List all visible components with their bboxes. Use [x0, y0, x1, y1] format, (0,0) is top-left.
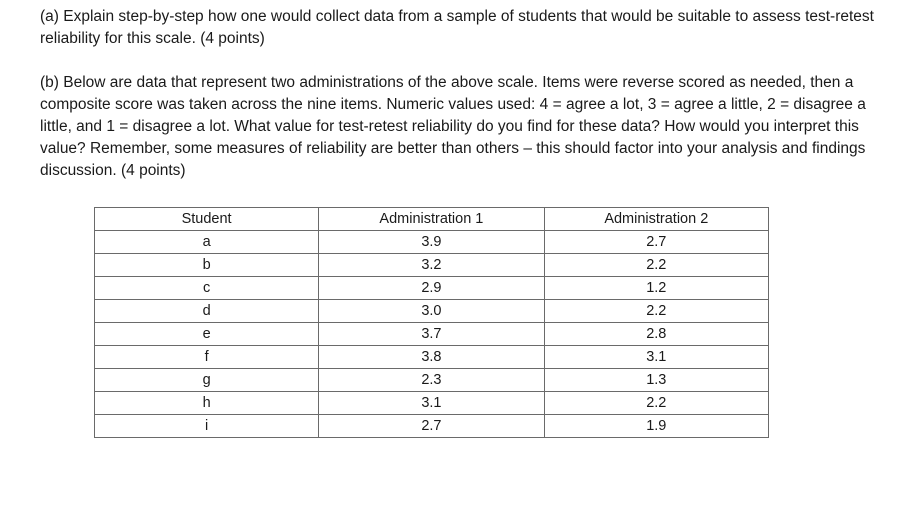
administration-2-cell: 2.7 — [544, 231, 768, 254]
administration-2-cell: 2.2 — [544, 300, 768, 323]
table-row — [95, 392, 769, 415]
student-cell: d — [95, 300, 319, 323]
administration-1-cell: 3.2 — [319, 254, 544, 277]
table-row — [95, 369, 769, 392]
administration-1-cell: 3.9 — [319, 231, 544, 254]
table-row — [95, 323, 769, 346]
student-cell: a — [95, 231, 319, 254]
administration-1-cell: 2.7 — [319, 415, 544, 438]
question-part-b: (b) Below are data that represent two administrations of the above scale. Items were reverse scored as needed, then a composite score was taken across the nine items. Numeric values used: 4 = agree a lot, 3 = agree a little, 2 = disagree a little, and 1 = disagree a lot. What value for test-retest reliability do you find for these data? How would you interpret this value? Remember, some measures of reliability are better than others – this should factor into your analysis and findings discussion. (4 points) — [40, 74, 866, 179]
administration-2-cell: 2.2 — [544, 392, 768, 415]
table-header-row — [95, 208, 769, 231]
student-cell: b — [95, 254, 319, 277]
administration-1-cell: 3.1 — [319, 392, 544, 415]
student-cell: h — [95, 392, 319, 415]
column-header-administration-2: Administration 2 — [544, 208, 768, 231]
column-header-student: Student — [95, 208, 319, 231]
administration-1-cell: 2.3 — [319, 369, 544, 392]
administration-2-cell: 3.1 — [544, 346, 768, 369]
student-cell: g — [95, 369, 319, 392]
question-part-a: (a) Explain step-by-step how one would collect data from a sample of students that would be suitable to assess test-retest reliability for this scale. (4 points) — [40, 8, 874, 47]
table-row — [95, 277, 769, 300]
administration-2-cell: 2.8 — [544, 323, 768, 346]
question-document — [40, 6, 880, 182]
table-row — [95, 231, 769, 254]
student-cell: e — [95, 323, 319, 346]
administration-1-cell: 3.7 — [319, 323, 544, 346]
table-row — [95, 300, 769, 323]
administration-1-cell: 3.0 — [319, 300, 544, 323]
administration-2-cell: 1.9 — [544, 415, 768, 438]
table-row — [95, 415, 769, 438]
administration-2-cell: 2.2 — [544, 254, 768, 277]
administration-2-cell: 1.3 — [544, 369, 768, 392]
column-header-administration-1: Administration 1 — [319, 208, 544, 231]
reliability-data-table — [94, 207, 769, 438]
student-cell: f — [95, 346, 319, 369]
student-cell: c — [95, 277, 319, 300]
administration-1-cell: 3.8 — [319, 346, 544, 369]
table-row — [95, 254, 769, 277]
administration-1-cell: 2.9 — [319, 277, 544, 300]
student-cell: i — [95, 415, 319, 438]
table-row — [95, 346, 769, 369]
administration-2-cell: 1.2 — [544, 277, 768, 300]
